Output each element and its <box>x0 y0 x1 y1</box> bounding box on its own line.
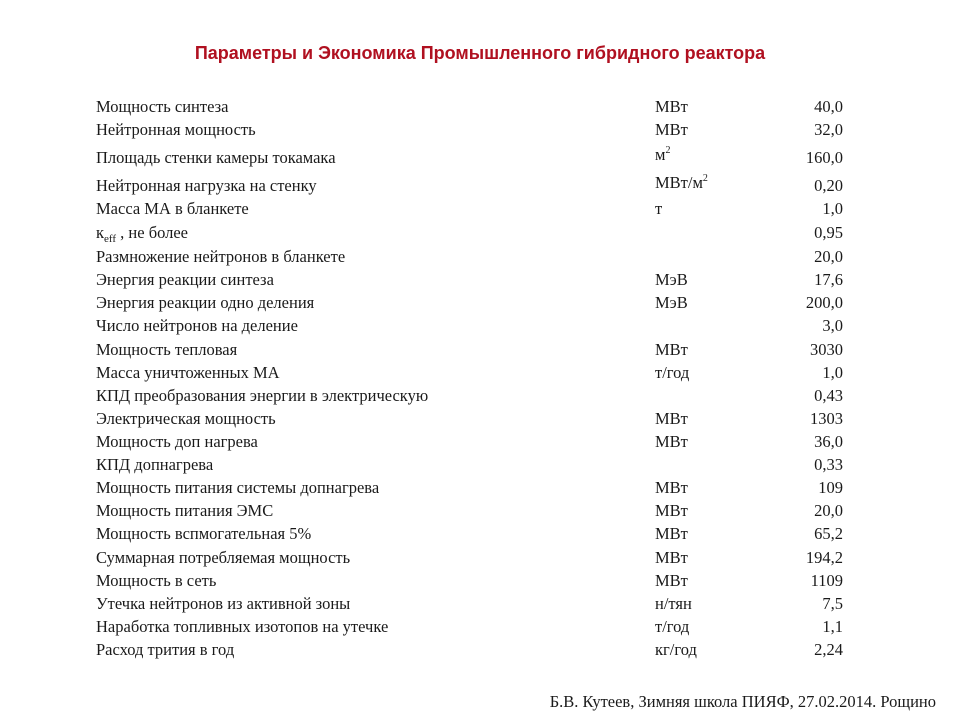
table-row <box>0 454 960 476</box>
parameter-name: Масса МА в бланкете <box>96 199 249 218</box>
parameter-name <box>96 222 188 246</box>
table-row <box>0 96 960 118</box>
parameter-unit: МВт <box>655 501 688 520</box>
parameter-name: Нейтронная мощность <box>96 120 256 139</box>
parameter-value: 160,0 <box>805 148 843 167</box>
parameter-name: Электрическая мощность <box>96 409 276 428</box>
table-row <box>0 222 960 244</box>
table-row <box>0 570 960 592</box>
parameter-value: 1,0 <box>822 363 843 382</box>
parameter-name: Масса уничтоженных МА <box>96 363 280 382</box>
parameter-name: Мощность тепловая <box>96 340 238 359</box>
parameter-unit: т <box>655 199 663 218</box>
parameter-value: 3,0 <box>822 316 843 335</box>
table-row <box>0 246 960 268</box>
unit-text: МВт/м <box>655 173 703 192</box>
table-row <box>0 523 960 545</box>
parameter-value: 65,2 <box>814 524 843 543</box>
table-row <box>0 593 960 615</box>
parameter-name: Мощность вспмогательная 5% <box>96 524 312 543</box>
parameter-unit <box>655 172 708 197</box>
parameter-name: Энергия реакции одно деления <box>96 293 315 312</box>
unit-superscript: 2 <box>665 145 671 156</box>
parameter-unit: МэВ <box>655 293 688 312</box>
table-row <box>0 385 960 407</box>
parameter-value: 1303 <box>810 409 843 428</box>
parameter-value: 2,24 <box>814 640 843 659</box>
parameter-value: 0,95 <box>814 223 843 242</box>
parameter-unit: МВт <box>655 340 688 359</box>
parameter-value: 194,2 <box>805 548 843 567</box>
parameter-name: Мощность питания системы допнагрева <box>96 478 380 497</box>
table-row <box>0 175 960 197</box>
table-row <box>0 639 960 661</box>
table-row <box>0 408 960 430</box>
table-row <box>0 362 960 384</box>
name-text: к <box>96 223 105 242</box>
parameter-value: 1109 <box>810 571 843 590</box>
parameter-name: Мощность питания ЭМС <box>96 501 274 520</box>
parameter-unit: МВт <box>655 409 688 428</box>
table-row <box>0 269 960 291</box>
table-row <box>0 339 960 361</box>
parameter-unit: т/год <box>655 363 690 382</box>
parameter-unit: МВт <box>655 571 688 590</box>
name-rest-text: , не более <box>116 223 189 242</box>
parameter-name: Мощность в сеть <box>96 571 217 590</box>
table-row <box>0 500 960 522</box>
parameter-value: 20,0 <box>814 247 843 266</box>
parameter-value: 0,20 <box>814 176 843 195</box>
parameter-name: Число нейтронов на деление <box>96 316 298 335</box>
parameter-name: Нейтронная нагрузка на стенку <box>96 176 317 195</box>
parameter-name: Расход трития в год <box>96 640 235 659</box>
parameter-name: КПД преобразования энергии в электрическую <box>96 386 429 405</box>
parameter-unit <box>655 144 670 169</box>
parameter-unit: МэВ <box>655 270 688 289</box>
parameter-unit: н/тян <box>655 594 692 613</box>
parameter-value: 1,0 <box>822 199 843 218</box>
parameter-value: 36,0 <box>814 432 843 451</box>
table-row <box>0 431 960 453</box>
parameter-unit: МВт <box>655 478 688 497</box>
table-row <box>0 119 960 141</box>
parameter-unit: МВт <box>655 97 688 116</box>
unit-text: м <box>655 145 666 164</box>
footer-citation: Б.В. Кутеев, Зимняя школа ПИЯФ, 27.02.2014. Рощино <box>549 692 936 711</box>
name-subscript: eff <box>104 233 117 245</box>
table-row <box>0 547 960 569</box>
parameter-name: Энергия реакции синтеза <box>96 270 274 289</box>
table-row <box>0 315 960 337</box>
parameter-name: Площадь стенки камеры токамака <box>96 148 336 167</box>
parameter-unit: МВт <box>655 432 688 451</box>
parameter-name: Суммарная потребляемая мощность <box>96 548 351 567</box>
parameter-name: Мощность доп нагрева <box>96 432 258 451</box>
parameter-value: 3030 <box>810 340 843 359</box>
parameter-value: 20,0 <box>814 501 843 520</box>
table-row <box>0 616 960 638</box>
parameter-unit: МВт <box>655 524 688 543</box>
parameter-name: Мощность синтеза <box>96 97 229 116</box>
parameter-value: 0,33 <box>814 455 843 474</box>
unit-superscript: 2 <box>702 173 708 184</box>
parameter-value: 40,0 <box>814 97 843 116</box>
page-title: Параметры и Экономика Промышленного гибридного реактора <box>194 43 766 63</box>
parameter-value: 109 <box>818 478 843 497</box>
table-row <box>0 292 960 314</box>
parameter-unit: кг/год <box>655 640 697 659</box>
parameter-value: 0,43 <box>814 386 843 405</box>
parameter-unit: МВт <box>655 548 688 567</box>
table-row <box>0 477 960 499</box>
parameter-name: Наработка топливных изотопов на утечке <box>96 617 389 636</box>
parameter-name: КПД допнагрева <box>96 455 214 474</box>
table-row <box>0 147 960 169</box>
parameter-value: 7,5 <box>822 594 843 613</box>
parameter-value: 200,0 <box>805 293 843 312</box>
parameter-value: 17,6 <box>814 270 843 289</box>
parameter-name: Утечка нейтронов из активной зоны <box>96 594 351 613</box>
table-row <box>0 198 960 220</box>
parameter-unit: МВт <box>655 120 688 139</box>
parameter-unit: т/год <box>655 617 690 636</box>
parameter-name: Размножение нейтронов в бланкете <box>96 247 346 266</box>
parameter-value: 1,1 <box>822 617 843 636</box>
parameter-value: 32,0 <box>814 120 843 139</box>
